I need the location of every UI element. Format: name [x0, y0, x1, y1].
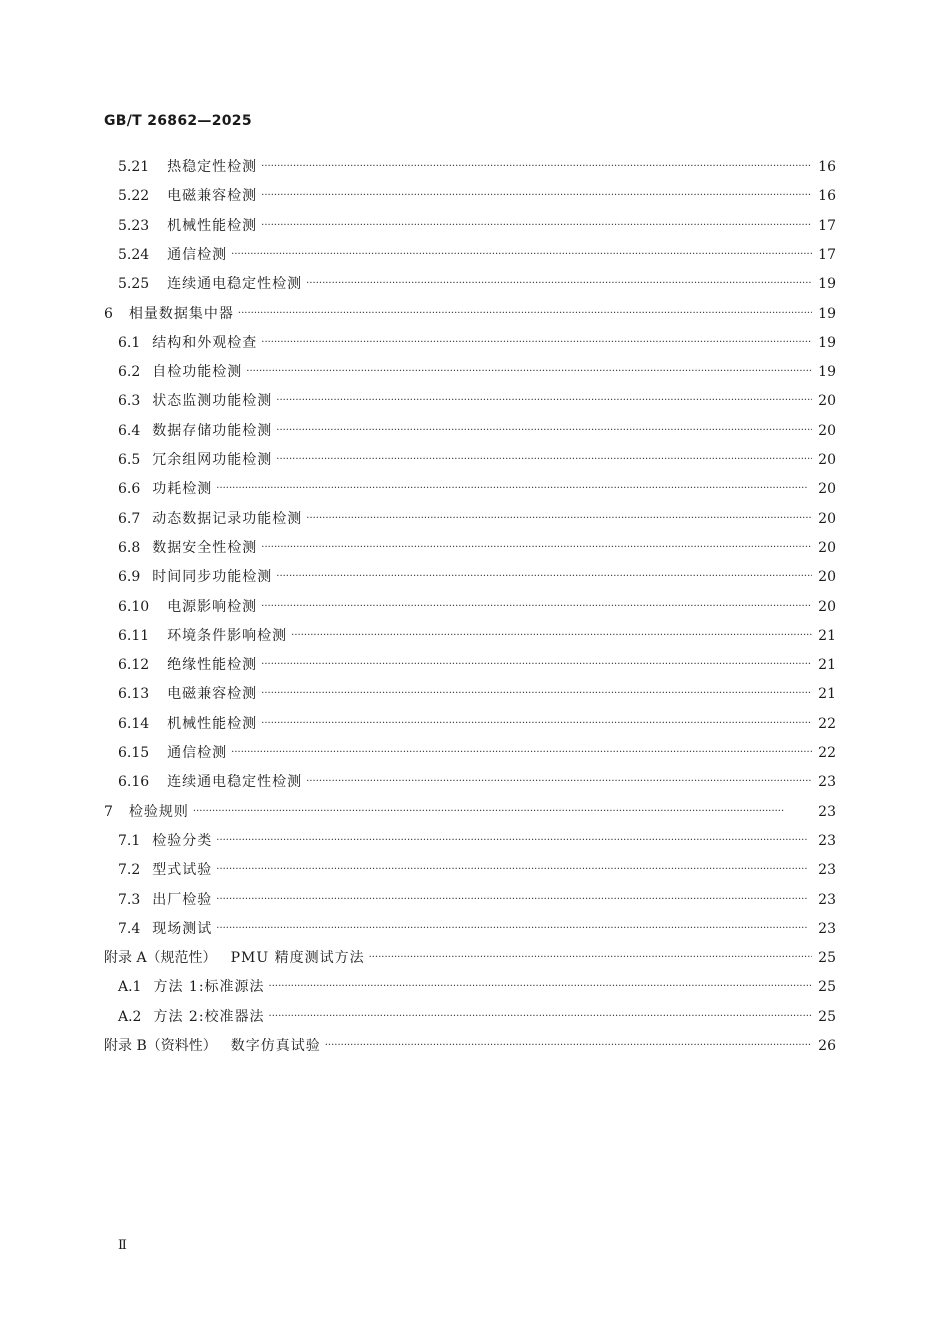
toc-dot-leader	[216, 891, 812, 909]
toc-entry-title: 电源影响检测	[167, 598, 258, 615]
toc-entry-number: 6.12	[118, 657, 150, 674]
toc-dot-leader	[261, 158, 812, 176]
toc-entry[interactable]	[118, 621, 836, 645]
toc-entry-title: PMU 精度测试方法	[230, 950, 365, 967]
toc-entry-page: 16	[818, 159, 836, 175]
toc-entry-title: 功耗检测	[152, 481, 213, 498]
toc-entry-number: 附录 B（资料性）	[104, 1038, 217, 1054]
page-number: Ⅱ	[118, 1238, 127, 1253]
toc-dot-leader	[216, 480, 812, 498]
toc-entry-number: 7	[104, 803, 113, 820]
toc-entry[interactable]	[118, 738, 836, 762]
toc-entry-title: 相量数据集中器	[128, 305, 234, 322]
toc-entry-number: 6.2	[118, 364, 141, 381]
toc-entry-title: 通信检测	[167, 246, 228, 263]
toc-dot-leader	[261, 539, 812, 557]
toc-entry-title: 动态数据记录功能检测	[152, 510, 303, 527]
toc-entry-page: 19	[818, 364, 836, 381]
toc-entry-page: 25	[818, 979, 836, 996]
toc-entry-number: 6.13	[118, 686, 150, 703]
toc-entry-title: 检验分类	[152, 832, 213, 849]
toc-entry-number: 6.6	[118, 481, 141, 498]
toc-entry-number: 6.9	[118, 569, 141, 586]
toc-entry-title: 数据存储功能检测	[152, 422, 273, 439]
toc-entry-title: 环境条件影响检测	[167, 627, 288, 644]
toc-entry-title: 热稳定性检测	[167, 159, 258, 175]
toc-entry-title: 型式试验	[152, 862, 213, 879]
toc-entry-page: 16	[818, 188, 836, 205]
toc-entry-page: 23	[818, 803, 836, 820]
toc-entry-page: 25	[818, 1008, 836, 1025]
toc-entry-title: 通信检测	[167, 745, 228, 761]
toc-dot-leader	[261, 334, 812, 352]
toc-entry[interactable]	[118, 181, 836, 205]
toc-dot-leader	[291, 627, 812, 645]
toc-entry[interactable]	[118, 709, 836, 733]
toc-dot-leader	[193, 803, 812, 821]
toc-entry-page: 23	[818, 832, 836, 849]
toc-entry-title: 状态监测功能检测	[152, 393, 273, 410]
toc-entry-page: 20	[818, 598, 836, 615]
toc-dot-leader	[261, 685, 812, 703]
toc-entry-number: 5.24	[118, 246, 150, 263]
toc-entry[interactable]	[118, 328, 836, 352]
toc-entry-number: 6.8	[118, 539, 141, 556]
toc-entry-page: 22	[818, 745, 836, 761]
toc-entry-number: 6	[104, 305, 113, 322]
toc-entry-number: 6.14	[118, 715, 150, 732]
toc-entry-number: 7.4	[118, 920, 141, 937]
toc-dot-leader	[306, 275, 812, 293]
toc-dot-leader	[261, 715, 812, 733]
toc-dot-leader	[231, 744, 812, 762]
toc-dot-leader	[325, 1037, 812, 1055]
toc-entry[interactable]	[118, 386, 836, 410]
toc-entry-page: 20	[818, 393, 836, 410]
toc-entry-number: 6.16	[118, 774, 150, 791]
toc-entry-title: 结构和外观检查	[152, 334, 258, 351]
toc-entry-number: 6.7	[118, 510, 141, 527]
toc-dot-leader	[216, 920, 812, 938]
toc-entry-title: 机械性能检测	[167, 715, 258, 732]
toc-dot-leader	[306, 510, 812, 528]
toc-entry-title: 电磁兼容检测	[167, 686, 258, 703]
toc-entry-title: 数据安全性检测	[152, 539, 258, 556]
toc-entry-title: 冗余组网功能检测	[152, 452, 273, 468]
toc-entry-page: 23	[818, 774, 836, 791]
toc-entry[interactable]	[118, 562, 836, 586]
document-standard-id: GB/T 26862—2025	[104, 113, 252, 129]
toc-entry-page: 21	[818, 627, 836, 644]
toc-entry-number: 7.3	[118, 891, 141, 908]
toc-entry-page: 23	[818, 862, 836, 879]
toc-dot-leader	[276, 568, 812, 586]
toc-dot-leader	[216, 861, 812, 879]
toc-entry-number: 6.4	[118, 422, 141, 439]
toc-entry-page: 17	[818, 246, 836, 263]
toc-entry[interactable]	[104, 797, 836, 821]
toc-entry-title: 数字仿真试验	[230, 1038, 321, 1054]
toc-entry-page: 20	[818, 510, 836, 527]
toc-entry[interactable]	[118, 679, 836, 703]
toc-entry-number: 5.23	[118, 217, 150, 234]
toc-entry-number: 5.22	[118, 188, 150, 205]
toc-entry-number: 5.21	[118, 159, 150, 175]
toc-entry-title: 机械性能检测	[167, 217, 258, 234]
toc-entry-number: 6.5	[118, 452, 141, 468]
toc-entry-number: A.2	[118, 1008, 142, 1025]
toc-entry[interactable]	[118, 211, 836, 235]
toc-entry-page: 19	[818, 334, 836, 351]
toc-entry-title: 连续通电稳定性检测	[167, 276, 303, 293]
toc-entry[interactable]	[118, 504, 836, 528]
toc-entry[interactable]	[118, 269, 836, 293]
toc-dot-leader	[261, 217, 812, 235]
toc-entry[interactable]	[118, 914, 836, 938]
toc-dot-leader	[261, 187, 812, 205]
toc-entry-page: 23	[818, 920, 836, 937]
toc-entry[interactable]	[118, 650, 836, 674]
toc-entry-title: 方法 2:校准器法	[153, 1008, 265, 1025]
toc-entry[interactable]	[118, 972, 836, 996]
toc-entry-number: 6.10	[118, 598, 150, 615]
toc-entry-page: 21	[818, 657, 836, 674]
toc-entry-page: 17	[818, 217, 836, 234]
toc-entry[interactable]	[118, 416, 836, 440]
toc-entry-page: 23	[818, 891, 836, 908]
toc-dot-leader	[261, 598, 812, 616]
toc-entry-number: A.1	[118, 979, 142, 996]
toc-entry[interactable]	[118, 533, 836, 557]
toc-entry[interactable]	[118, 767, 836, 791]
toc-entry-title: 电磁兼容检测	[167, 188, 258, 205]
toc-entry-number: 6.11	[118, 627, 150, 644]
toc-entry[interactable]	[104, 299, 836, 323]
toc-entry-number: 6.15	[118, 745, 150, 761]
toc-dot-leader	[276, 422, 812, 440]
toc-entry-page: 22	[818, 715, 836, 732]
toc-entry-page: 19	[818, 305, 836, 322]
toc-entry-title: 出厂检验	[152, 891, 213, 908]
toc-dot-leader	[269, 978, 812, 996]
toc-entry-number: 5.25	[118, 276, 150, 293]
toc-dot-leader	[216, 832, 812, 850]
toc-entry[interactable]	[118, 1002, 836, 1026]
toc-dot-leader	[231, 246, 812, 264]
toc-entry[interactable]	[104, 943, 836, 967]
toc-entry-page: 20	[818, 481, 836, 498]
toc-entry[interactable]	[118, 445, 836, 469]
toc-entry-page: 21	[818, 686, 836, 703]
toc-dot-leader	[246, 363, 812, 381]
toc-entry[interactable]	[118, 826, 836, 850]
toc-entry-title: 检验规则	[128, 803, 189, 820]
toc-entry-page: 19	[818, 276, 836, 293]
toc-entry-page: 20	[818, 539, 836, 556]
toc-dot-leader	[276, 451, 812, 469]
toc-entry-number: 6.1	[118, 334, 141, 351]
toc-entry-title: 自检功能检测	[152, 364, 243, 381]
toc-dot-leader	[306, 773, 812, 791]
toc-entry-number: 6.3	[118, 393, 141, 410]
toc-entry-number: 附录 A（规范性）	[104, 950, 217, 967]
toc-entry[interactable]	[118, 474, 836, 498]
toc-entry-page: 25	[818, 950, 836, 967]
toc-entry[interactable]	[118, 152, 836, 176]
toc-dot-leader	[369, 949, 812, 967]
toc-entry[interactable]	[118, 240, 836, 264]
toc-entry-page: 20	[818, 422, 836, 439]
toc-entry[interactable]	[118, 592, 836, 616]
toc-entry[interactable]	[118, 357, 836, 381]
toc-dot-leader	[238, 305, 812, 323]
toc-entry[interactable]	[118, 855, 836, 879]
toc-entry-page: 20	[818, 452, 836, 468]
toc-dot-leader	[261, 656, 812, 674]
toc-entry-title: 连续通电稳定性检测	[167, 774, 303, 791]
toc-entry-title: 方法 1:标准源法	[153, 979, 265, 996]
toc-entry-number: 7.1	[118, 832, 141, 849]
toc-entry-number: 7.2	[118, 862, 141, 879]
toc-dot-leader	[269, 1008, 812, 1026]
toc-entry-title: 现场测试	[152, 920, 213, 937]
toc-entry-title: 时间同步功能检测	[152, 569, 273, 586]
toc-entry-title: 绝缘性能检测	[167, 657, 258, 674]
toc-entry[interactable]	[118, 885, 836, 909]
toc-entry[interactable]	[104, 1031, 836, 1055]
toc-dot-leader	[276, 392, 812, 410]
toc-entry-page: 26	[818, 1038, 836, 1054]
toc-entry-page: 20	[818, 569, 836, 586]
